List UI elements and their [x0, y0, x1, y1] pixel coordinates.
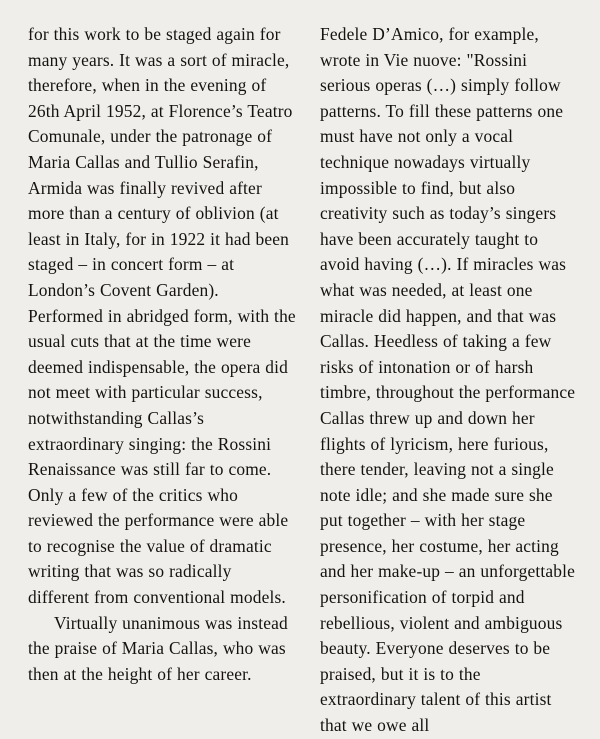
- right-column: [320, 22, 578, 736]
- left-column: [28, 22, 296, 684]
- paragraph: for this work to be staged again for many years. It was a sort of miracle, therefore, when in the evening of 26th April 1952, at Florence’s Teatro Comunale, under the patronage of Maria Callas and Tullio Serafin, Armida was finally revived after more than a century of oblivion (at least in Italy, for in 1922 it had been staged – in concert form – at London’s Covent Garden). Performed in abridged form, with the usual cuts that at the time were deemed indispensable, the opera did not meet with particular success, notwithstanding Callas’s extraordinary singing: the Rossini Renaissance was still far to come. Only a few of the critics who reviewed the performance were able to recognise the value of dramatic writing that was so radically different from conventional models.: [28, 24, 296, 608]
- paragraph: Fedele D’Amico, for example, wrote in Vie nuove: "Rossini serious operas (…) simply follow patterns. To fill these patterns one must have not only a vocal technique nowadays virtually impossible to find, but also creativity such as today’s singers have been accurately taught to avoid having (…). If miracles was what was needed, at least one miracle did happen, and that was Callas. Heedless of taking a few risks of intonation or of harsh timbre, throughout the performance Callas threw up and down her flights of lyricism, here furious, there tender, leaving not a single note idle; and she made sure she put together – with her stage presence, her costume, her acting and her make-up – an unforgettable personification of torpid and rebellious, violent and ambiguous beauty. Everyone deserves to be praised, but it is to the extraordinary talent of this artist that we owe all: [320, 24, 576, 736]
- paragraph: Virtually unanimous was instead the praise of Maria Callas, who was then at the height of her career.: [28, 612, 288, 684]
